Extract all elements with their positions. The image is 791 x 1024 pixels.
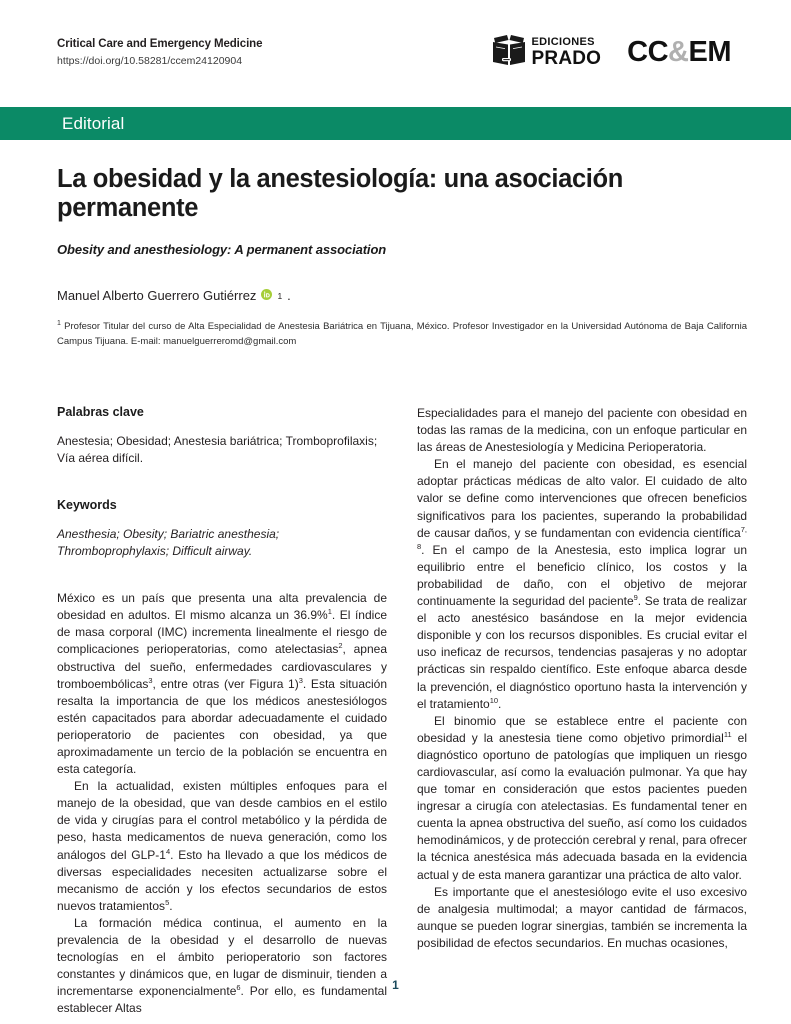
- paragraph-text: el diagnóstico oportuno de patologías que impliquen un riesgo cardiovascular, así como la evaluación pulmonar. Ya que hay que tomar en consideración que estos pacientes pueden ingresar a cirugía con atelectasias. Es fundamental tener en cuenta la apnea obstructiva del sueño, así como los cuidados hemodinámicos, y de protección cerebral y renal, para ofrecer la técnica anestésica más adecuada basada en la evidencia actual y de esta manera garantizar una práctica de alto valor.: [417, 730, 747, 882]
- publisher-name-line2: PRADO: [531, 48, 602, 69]
- author-affiliation-marker: 1: [277, 290, 283, 301]
- paragraph: [57, 590, 387, 778]
- affiliation-marker: 1: [57, 320, 61, 328]
- body-column-right: [417, 405, 747, 1017]
- author-name: Manuel Alberto Guerrero Gutiérrez: [57, 288, 257, 304]
- left-column-paragraphs: [57, 590, 387, 1017]
- paragraph-text: , apnea obstructiva del sueño, enfermedades cardiovasculares y tromboembólicas: [57, 642, 387, 691]
- citation-marker: 11: [723, 729, 732, 739]
- citation-marker: 3: [148, 675, 153, 685]
- keywords-spanish-heading: Palabras clave: [57, 405, 144, 419]
- journal-abbreviation-mark: [627, 38, 731, 67]
- article-header: [57, 165, 747, 359]
- journal-mark-prefix: CC: [627, 36, 669, 68]
- publisher-name-line1: EDICIONES: [531, 36, 595, 48]
- citation-marker: 7, 8: [417, 524, 747, 551]
- paragraph: [417, 713, 747, 884]
- paragraph: [57, 778, 387, 915]
- section-type-label: Editorial: [62, 113, 125, 133]
- paragraph: [417, 456, 747, 712]
- author-affiliation: [57, 319, 747, 350]
- author-byline: [57, 288, 747, 303]
- paragraph-text: . Esta situación resalta la importancia de que los médicos anestesiólogos estén capacitados para abordar adecuadamente el cuidado perioperatorio de pacientes con obesidad, ya que aproximadamente un tercio de la población se encuentra en esta categoría.: [57, 676, 387, 777]
- keywords-english-heading: Keywords: [57, 498, 117, 513]
- author-byline-period: .: [287, 288, 291, 304]
- body-column-left: [57, 405, 387, 1017]
- citation-marker: 10: [489, 695, 499, 705]
- masthead: [0, 0, 791, 107]
- open-book-icon: [492, 34, 526, 71]
- article-subtitle-english: Obesity and anesthesiology: A permanent association: [57, 242, 387, 258]
- paragraph-text: El binomio que se establece entre el paciente con obesidad y la anestesia tiene como objetivo primordial: [417, 713, 747, 745]
- paragraph-text: .: [498, 696, 502, 711]
- paragraph-text: . Se trata de realizar el acto anestésico basándose en la mejor evidencia disponible y con los recursos disponibles. Es crucial evitar el uso ineficaz de recursos, tendencias pasajeras y no adoptar prácticas sin respaldo científico. Este enfoque abarca desde la prevención, el diagnóstico oportuno hasta la intervención y el tratamiento: [417, 594, 747, 711]
- keywords-spanish-text: Anestesia; Obesidad; Anestesia bariátrica; Tromboprofilaxis; Vía aérea difícil.: [57, 434, 378, 466]
- affiliation-text: Profesor Titular del curso de Alta Especialidad de Anestesia Bariátrica en Tijuana, México. Profesor Investigador en la Universidad Autónoma de Baja California Campus Tijuana. E-mail: manuelguerreromd@gmail.com: [57, 321, 747, 347]
- citation-marker: 9: [633, 593, 638, 603]
- paragraph-text: . Por ello, es fundamental establecer Altas: [57, 984, 388, 1016]
- paragraph-text: . En el campo de la Anestesia, esto implica lograr un equilibrio entre el beneficio clínico, los costos y la probabilidad de daño, con el objetivo de mejorar continuamente la seguridad del paciente: [417, 542, 747, 609]
- citation-marker: 6: [236, 983, 241, 993]
- citation-marker: 2: [338, 641, 343, 651]
- paragraph-text: En la actualidad, existen múltiples enfoques para el manejo de la obesidad, que van desde cambios en el estilo de vida y cirugías para el control metabólico y la pérdida de peso, hasta medicamentos de nueva generación, como los análogos del GLP-1: [57, 779, 387, 862]
- page-number: 1: [392, 978, 399, 992]
- paragraph-text: . El índice de masa corporal (IMC) incrementa linealmente el riesgo de complicaciones perioperatorias, como atelectasias: [57, 608, 387, 657]
- article-title: La obesidad y la anestesiología: una asociación permanente: [57, 165, 623, 223]
- citation-marker: 3: [298, 675, 303, 685]
- paragraph-text: La formación médica continua, el aumento en la prevalencia de la obesidad y el desarrollo de nuevas tecnologías en el ámbito perioperatorio son factores constantes y dinámicos que, en lugar de disminuir, tienden a incrementarse exponencialmente: [57, 915, 387, 999]
- paragraph-text: , entre otras (ver Figura 1): [152, 676, 299, 691]
- citation-marker: 1: [327, 607, 332, 617]
- journal-name: Critical Care and Emergency Medicine: [57, 38, 263, 50]
- paragraph-text: . Esto ha llevado a que los médicos de diversas especialidades necesiten actualizarse sobre el mecanismo de acción y los efectos secundarios de estos nuevos tratamientos: [57, 847, 387, 913]
- orcid-id-icon[interactable]: [261, 288, 272, 303]
- paragraph: Es importante que el anestesiólogo evite el uso excesivo de analgesia multimodal; a mayor cantidad de fármacos, aunque se pueden lograr sinergias, también se incrementa la posibilidad de efectos secundarios. En muchas ocasiones,: [417, 884, 747, 950]
- keywords-english-text: Anesthesia; Obesity; Bariatric anesthesia; Thromboprophylaxis; Difficult airway.: [57, 527, 280, 559]
- paragraph-text: México es un país que presenta una alta prevalencia de obesidad en adultos. El mismo alcanza un 36.9%: [57, 591, 387, 623]
- paragraph: Especialidades para el manejo del paciente con obesidad en todas las ramas de la medicina, con un enfoque particular en las áreas de Anestesiología y Medicina Perioperatoria.: [417, 406, 747, 455]
- article-doi: https://doi.org/10.58281/ccem24120904: [57, 54, 243, 67]
- article-body: [57, 405, 747, 1017]
- paragraph-text: .: [169, 898, 173, 913]
- citation-marker: 5: [165, 897, 170, 907]
- publisher-logo: [492, 34, 602, 71]
- paragraph-text: En el manejo del paciente con obesidad, es esencial adoptar prácticas médicas de alto valor. El cuidado de alto valor se define como intervenciones que ofrecen beneficios significativos para los pacientes, superando la probabilidad de causar daños, y se fundamentan con evidencia científica: [417, 457, 747, 540]
- journal-mark-suffix: EM: [688, 36, 731, 68]
- paragraph: [57, 915, 387, 1018]
- publisher-wordmark: [532, 37, 602, 68]
- journal-mark-ampersand: &: [668, 36, 689, 68]
- section-type-banner: [0, 107, 791, 140]
- citation-marker: 4: [165, 846, 171, 856]
- logo-group: [492, 34, 731, 71]
- journal-identity: [57, 38, 262, 67]
